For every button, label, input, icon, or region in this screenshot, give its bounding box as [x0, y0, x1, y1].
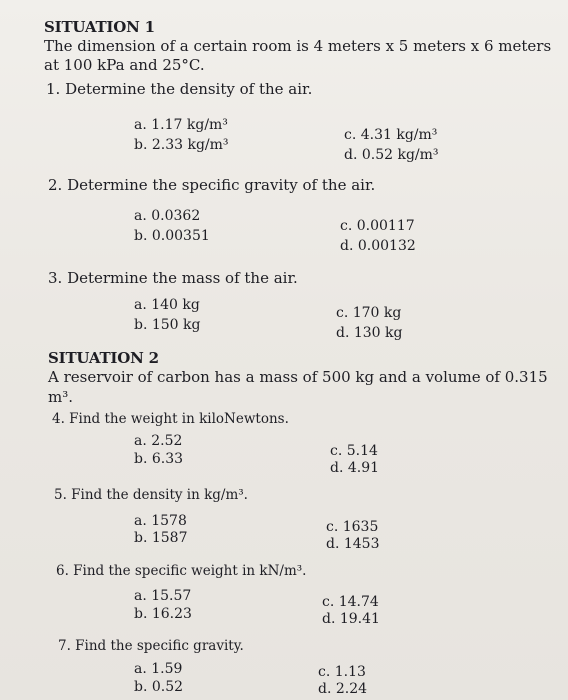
question-1: 1. Determine the density of the air. — [46, 80, 313, 98]
question-4-option-d: d. 4.91 — [330, 460, 380, 476]
question-7-option-a: a. 1.59 — [134, 661, 183, 677]
question-6-option-d: d. 19.41 — [322, 611, 380, 627]
question-6-option-a: a. 15.57 — [134, 588, 192, 604]
question-6: 6. Find the specific weight in kN/m³. — [56, 563, 307, 579]
question-6-option-c: c. 14.74 — [322, 594, 379, 610]
question-4-option-c: c. 5.14 — [330, 443, 378, 459]
situation-2-text-line1: A reservoir of carbon has a mass of 500 kg and a volume of 0.315 — [48, 368, 548, 386]
question-5-option-b: b. 1587 — [134, 530, 188, 546]
question-2-option-b: b. 0.00351 — [134, 228, 210, 244]
question-7-option-c: c. 1.13 — [318, 664, 366, 680]
situation-2-text-line2: m³. — [48, 388, 74, 406]
question-1-option-b: b. 2.33 kg/m³ — [134, 137, 229, 153]
question-3: 3. Determine the mass of the air. — [48, 269, 298, 287]
question-3-option-a: a. 140 kg — [134, 297, 200, 313]
question-1-option-d: d. 0.52 kg/m³ — [344, 147, 439, 163]
question-2-option-c: c. 0.00117 — [340, 218, 415, 234]
question-4-option-b: b. 6.33 — [134, 451, 184, 467]
question-5-option-c: c. 1635 — [326, 519, 379, 535]
question-4-option-a: a. 2.52 — [134, 433, 183, 449]
situation-1-text-line2: at 100 kPa and 25°C. — [44, 56, 205, 74]
question-3-option-c: c. 170 kg — [336, 305, 402, 321]
question-4: 4. Find the weight in kiloNewtons. — [52, 411, 289, 427]
question-7-option-b: b. 0.52 — [134, 679, 184, 695]
question-7: 7. Find the specific gravity. — [58, 638, 244, 654]
question-3-option-d: d. 130 kg — [336, 325, 403, 341]
question-5-option-d: d. 1453 — [326, 536, 380, 552]
question-7-option-d: d. 2.24 — [318, 681, 368, 697]
question-5-option-a: a. 1578 — [134, 513, 187, 529]
question-2: 2. Determine the specific gravity of the air. — [48, 176, 376, 194]
situation-1-heading: SITUATION 1 — [44, 18, 155, 36]
question-1-option-a: a. 1.17 kg/m³ — [134, 117, 228, 133]
question-3-option-b: b. 150 kg — [134, 317, 201, 333]
question-2-option-d: d. 0.00132 — [340, 238, 416, 254]
question-2-option-a: a. 0.0362 — [134, 208, 201, 224]
question-6-option-b: b. 16.23 — [134, 606, 192, 622]
question-5: 5. Find the density in kg/m³. — [54, 487, 248, 503]
situation-1-text-line1: The dimension of a certain room is 4 meters x 5 meters x 6 meters — [44, 37, 552, 55]
question-1-option-c: c. 4.31 kg/m³ — [344, 127, 438, 143]
situation-2-heading: SITUATION 2 — [48, 349, 159, 367]
